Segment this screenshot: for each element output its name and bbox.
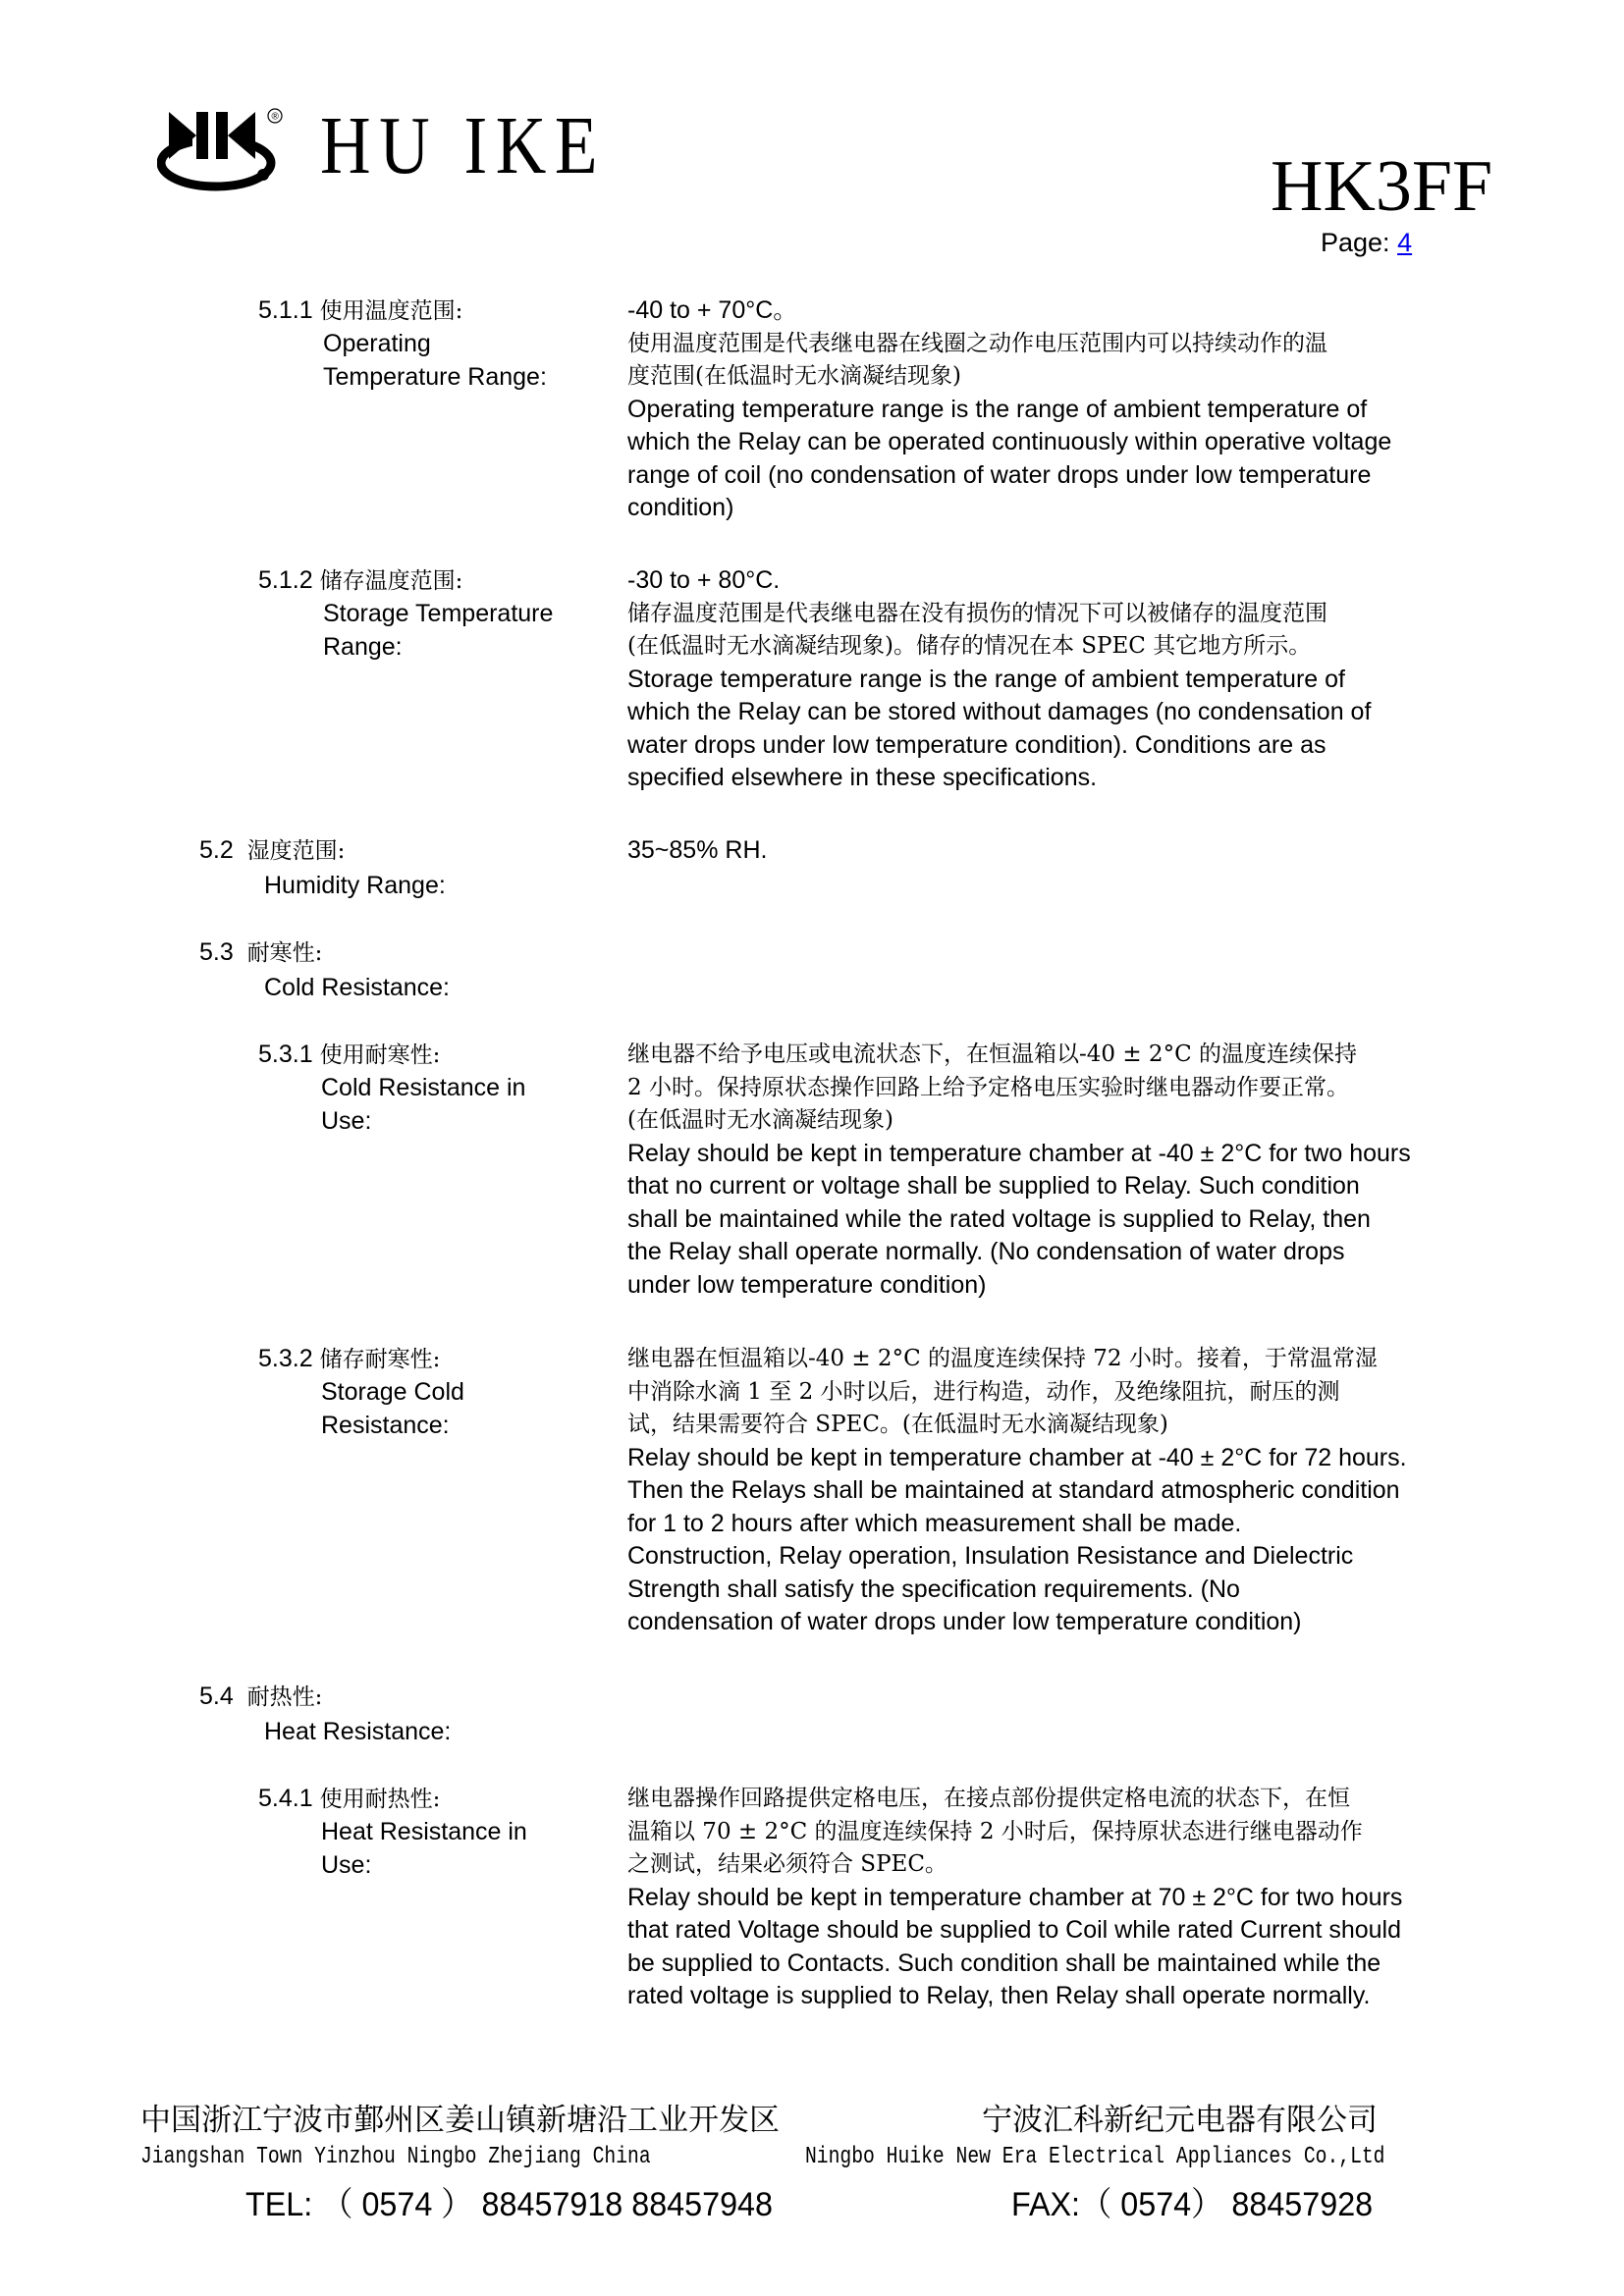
value-line: (在低温时无水滴凝结现象)。储存的情况在本 SPEC 其它地方所示。 (627, 633, 1312, 659)
value-line: rated voltage is supplied to Relay, then Relay shall operate normally. (627, 1982, 1371, 2009)
value-line: (在低温时无水滴凝结现象) (627, 1107, 893, 1133)
section-value (627, 1039, 1511, 1302)
footer-fax: FAX:（ 0574） 88457928 (1011, 2186, 1374, 2223)
value-line: range of coil (no condensation of water drops under low temperature (627, 460, 1372, 489)
section-heading (258, 1783, 440, 1817)
section-heading (199, 834, 345, 869)
title-en-line: Storage Temperature (323, 600, 554, 627)
value-line: which the Relay can be stored without damages (no condensation of (627, 698, 1372, 725)
section-title-en (321, 1376, 464, 1442)
section-title-cn: 使用耐寒性: (319, 1042, 441, 1068)
section-number: 5.2 (199, 836, 234, 864)
section-heading (199, 936, 322, 971)
section-title-cn: 储存耐寒性: (319, 1347, 441, 1372)
section-value (627, 1343, 1511, 1639)
section-heading (258, 1343, 440, 1377)
value-line: that no current or voltage shall be supplied to Relay. Such condition (627, 1172, 1360, 1200)
value-line: 2 小时。保持原状态操作回路上给予定格电压实验时继电器动作要正常。 (627, 1074, 1349, 1100)
value-line: 继电器不给予电压或电流状态下，在恒温箱以-40 ± 2°C 的温度连续保持 (627, 1041, 1357, 1067)
section-number: 5.1.2 (258, 566, 313, 594)
value-line: that rated Voltage should be supplied to Coil while rated Current should (627, 1916, 1402, 1944)
title-en-line: Range: (323, 632, 403, 661)
title-en-line: Cold Resistance: (264, 974, 450, 1001)
section-value (627, 294, 1511, 525)
section-title-cn: 储存温度范围: (319, 568, 463, 594)
section-number: 5.3.2 (258, 1345, 313, 1372)
value-line: Relay should be kept in temperature chamber at 70 ± 2°C for two hours (627, 1883, 1403, 1911)
value-line: water drops under low temperature condition). Conditions are as (627, 730, 1326, 759)
value-line: 之测试，结果必须符合 SPEC。 (627, 1851, 947, 1877)
title-en-line: Temperature Range: (323, 362, 547, 391)
registered-mark: ® (271, 111, 279, 123)
section-title-cn: 耐寒性: (246, 940, 323, 966)
value-line: condensation of water drops under low temperature condition) (627, 1608, 1302, 1635)
page-label: Page: (1321, 228, 1390, 257)
section-title-cn: 湿度范围: (246, 838, 346, 864)
footer-address-en: Jiangshan Town Yinzhou Ningbo Zhejiang China (140, 2144, 651, 2170)
section-heading (258, 1039, 440, 1073)
section-number: 5.4.1 (258, 1785, 313, 1812)
model-number: HK3FF (1271, 146, 1493, 227)
title-en-line: Cold Resistance in (321, 1074, 526, 1101)
title-en-line: Use: (321, 1850, 372, 1879)
value-line: 35~85% RH. (627, 836, 768, 864)
section-title-en (264, 1716, 451, 1749)
section-title-en (321, 1816, 527, 1882)
value-line: 温箱以 70 ± 2°C 的温度连续保持 2 小时后，保持原状态进行继电器动作 (627, 1818, 1363, 1844)
footer-address-cn: 中国浙江宁波市鄞州区姜山镇新塘沿工业开发区 (140, 2103, 780, 2138)
title-en-line: Use: (321, 1106, 372, 1135)
value-line: shall be maintained while the rated voltage is supplied to Relay, then (627, 1204, 1371, 1233)
value-line: -30 to + 80°C. (627, 566, 781, 594)
value-line: Relay should be kept in temperature chamber at -40 ± 2°C for 72 hours. (627, 1443, 1407, 1471)
value-line: Then the Relays shall be maintained at standard atmospheric condition (627, 1476, 1400, 1504)
section-number: 5.4 (199, 1682, 234, 1710)
footer-tel: TEL: （ 0574 ） 88457918 88457948 (245, 2186, 773, 2223)
section-title-cn: 使用温度范围: (319, 298, 463, 324)
section-title-en (323, 328, 547, 394)
section-number: 5.1.1 (258, 296, 313, 324)
section-number: 5.3 (199, 938, 234, 966)
value-line: which the Relay can be operated continuously within operative voltage (627, 428, 1392, 455)
huike-logo-icon (157, 106, 285, 194)
title-en-line: Heat Resistance in (321, 1818, 527, 1845)
value-line: 储存温度范围是代表继电器在没有损伤的情况下可以被储存的温度范围 (627, 600, 1327, 626)
value-line: Relay should be kept in temperature chamber at -40 ± 2°C for two hours (627, 1139, 1411, 1167)
value-line: -40 to + 70°C。 (627, 296, 798, 324)
section-value (627, 564, 1511, 795)
section-heading (199, 1681, 322, 1715)
value-line: 使用温度范围是代表继电器在线圈之动作电压范围内可以持续动作的温 (627, 330, 1327, 356)
title-en-line: Heat Resistance: (264, 1718, 452, 1745)
page-number-link[interactable]: 4 (1397, 228, 1413, 257)
section-title-en (264, 870, 446, 903)
title-en-line: Humidity Range: (264, 872, 446, 899)
title-en-line: Storage Cold (321, 1378, 464, 1406)
footer-company-en: Ningbo Huike New Era Electrical Appliances Co.,Ltd (805, 2144, 1385, 2170)
section-title-cn: 使用耐热性: (319, 1787, 441, 1812)
value-line: 继电器在恒温箱以-40 ± 2°C 的温度连续保持 72 小时。接着，于常温常湿 (627, 1346, 1378, 1371)
brand-name: HU IKE (320, 100, 606, 191)
value-line: be supplied to Contacts. Such condition shall be maintained while the (627, 1949, 1381, 1977)
value-line: specified elsewhere in these specifications. (627, 764, 1098, 791)
value-line: Strength shall satisfy the specification requirements. (No (627, 1575, 1240, 1603)
section-title-en (321, 1072, 525, 1138)
title-en-line: Operating (323, 330, 431, 357)
section-value (627, 1783, 1511, 2013)
value-line: 试，结果需要符合 SPEC。(在低温时无水滴凝结现象) (627, 1412, 1168, 1437)
section-title-en (264, 972, 450, 1005)
value-line: Operating temperature range is the range of ambient temperature of (627, 395, 1368, 423)
section-number: 5.3.1 (258, 1041, 313, 1068)
section-value (627, 834, 1511, 868)
value-line: for 1 to 2 hours after which measurement shall be made. (627, 1509, 1242, 1537)
footer-company-cn: 宁波汇科新纪元电器有限公司 (982, 2103, 1378, 2138)
section-heading (258, 294, 462, 329)
value-line: under low temperature condition) (627, 1270, 987, 1299)
value-line: 继电器操作回路提供定格电压，在接点部份提供定格电流的状态下，在恒 (627, 1786, 1350, 1811)
value-line: condition) (627, 494, 734, 521)
value-line: 中消除水滴 1 至 2 小时以后，进行构造，动作，及绝缘阻抗，耐压的测 (627, 1378, 1340, 1405)
value-line: Construction, Relay operation, Insulation Resistance and Dielectric (627, 1542, 1354, 1570)
value-line: the Relay shall operate normally. (No condensation of water drops (627, 1238, 1345, 1265)
section-heading (258, 564, 462, 599)
title-en-line: Resistance: (321, 1411, 450, 1439)
value-line: Storage temperature range is the range of ambient temperature of (627, 665, 1345, 693)
page-indicator (1321, 228, 1412, 258)
value-line: 度范围(在低温时无水滴凝结现象) (627, 363, 961, 389)
section-title-cn: 耐热性: (246, 1684, 323, 1710)
section-title-en (323, 598, 553, 664)
